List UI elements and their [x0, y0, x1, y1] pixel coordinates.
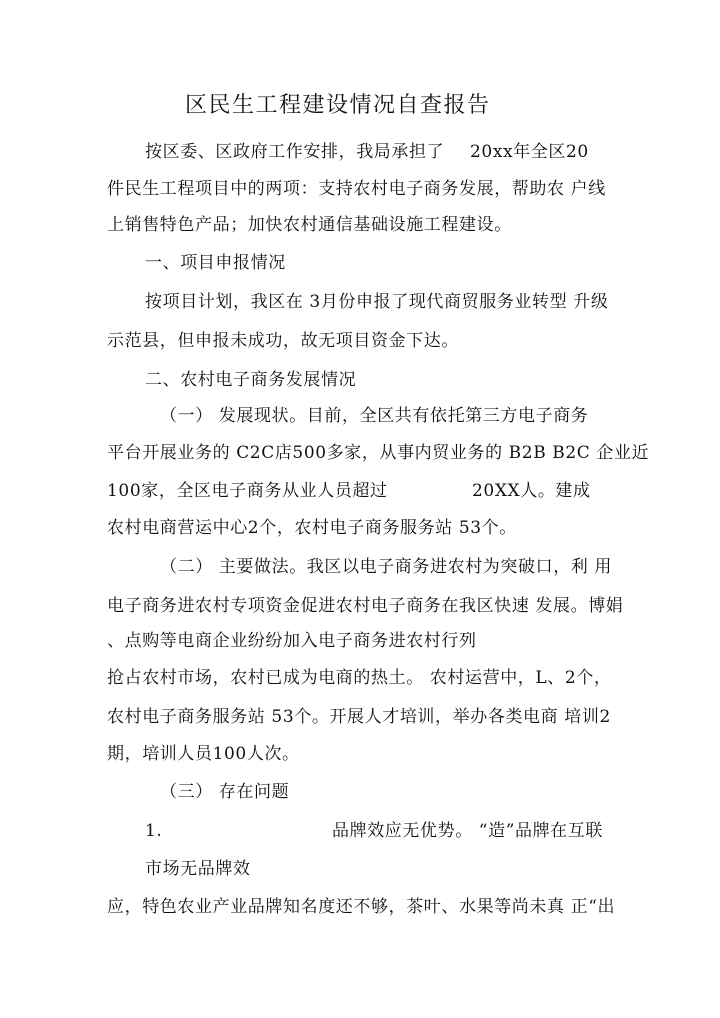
text-line: 应，特色农业产业品牌知名度还不够，茶叶、水果等尚未真 正“出	[107, 897, 616, 917]
text-line: 农村电子商务服务站 53个。开展人才培训，举办各类电商 培训2	[107, 707, 611, 727]
text-line: 农村电商营运中心2个，农村电子商务服务站 53个。	[107, 518, 517, 538]
text-line: 示范县，但申报未成功，故无项目资金下达。	[107, 331, 459, 351]
section-heading: 一、项目申报情况	[145, 253, 286, 273]
text-line: 按区委、区政府工作安排，我局承担了	[145, 142, 445, 162]
text-line: 、点购等电商企业纷纷加入电子商务进农村行列	[107, 631, 477, 651]
section-heading: （三） 存在问题	[160, 782, 290, 802]
text-line: （二） 主要做法。我区以电子商务进农村为突破口，利 用	[160, 557, 613, 577]
list-number: 1.	[145, 821, 163, 841]
text-line: 平台开展业务的 C2C店500多家，从事内贸业务的 B2B B2C 企业近	[107, 443, 650, 463]
text-line: 20xx年全区20	[470, 142, 589, 162]
section-heading: 二、农村电子商务发展情况	[145, 370, 357, 390]
text-line: 电子商务进农村专项资金促进农村电子商务在我区快速 发展。博娟	[107, 596, 624, 616]
text-line: 20XX人。建成	[472, 481, 591, 501]
text-line: 抢占农村市场，农村已成为电商的热土。 农村运营中，L、2个，	[107, 668, 612, 688]
text-line: （一） 发展现状。目前，全区共有依托第三方电子商务	[160, 406, 589, 426]
text-line: 上销售特色产品；加快农村通信基础设施工程建设。	[107, 215, 512, 235]
document-title: 区民生工程建设情况自查报告	[185, 93, 491, 118]
text-line: 品牌效应无优势。 “造”品牌在互联	[332, 821, 603, 841]
text-line: 期，培训人员100人次。	[107, 744, 300, 764]
text-line: 市场无品牌效	[145, 859, 251, 879]
text-line: 件民生工程项目中的两项：支持农村电子商务发展，帮助农 户线	[107, 179, 606, 199]
text-line: 100家，全区电子商务从业人员超过	[107, 481, 388, 501]
text-line: 按项目计划，我区在 3月份申报了现代商贸服务业转型 升级	[145, 292, 609, 312]
